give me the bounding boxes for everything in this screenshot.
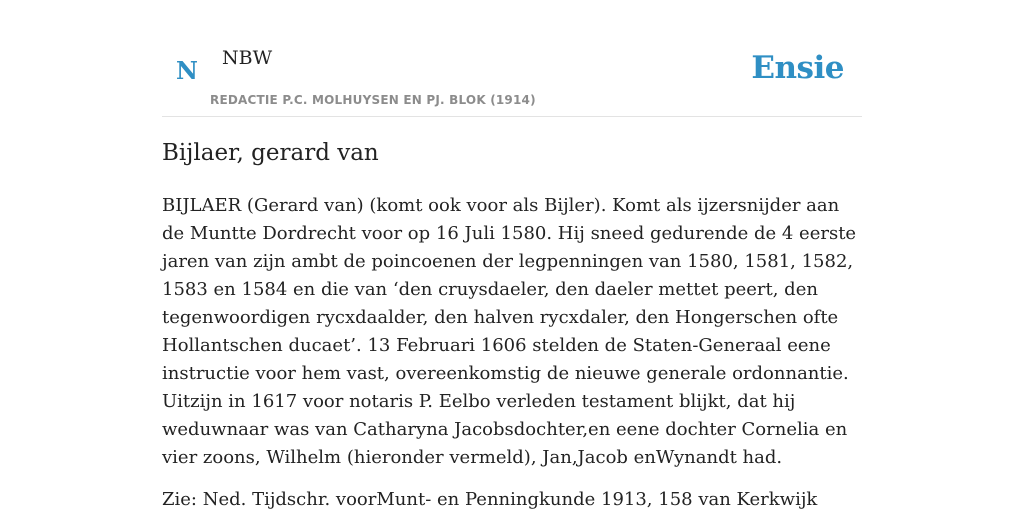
- site-header: [162, 0, 862, 117]
- book-name-link[interactable]: NBW: [222, 47, 273, 69]
- book-letter-icon[interactable]: N: [176, 56, 198, 85]
- article-body: [162, 192, 862, 512]
- ensie-logo[interactable]: Ensie: [751, 50, 844, 86]
- article-title: Bijlaer, gerard van: [162, 140, 379, 166]
- book-editors-subtitle: REDACTIE P.C. MOLHUYSEN EN PJ. BLOK (1914): [210, 93, 536, 107]
- article-paragraph-source: Zie: Ned. Tijdschr. voorMunt- en Penningkunde 1913, 158 van Kerkwijk: [162, 489, 818, 510]
- article-paragraph: BIJLAER (Gerard van) (komt ook voor als Bijler). Komt als ijzersnijder aan de Muntte Dordrecht voor op 16 Juli 1580. Hij sneed gedurende de 4 eerste jaren van zijn ambt de poincoenen der legpenningen van 1580, 1581, 1582, 1583 en 1584 en die van ‘den cruysdaeler, den daeler mettet peert, den tegenwoordigen rycxdaalder, den halven rycxdaler, den Hongerschen ofte Hollantschen ducaet’. 13 Februari 1606 stelden de Staten-Generaal eene instructie voor hem vast, overeenkomstig de nieuwe generale ordonnantie. Uitzijn in 1617 voor notaris P. Eelbo verleden testament blijkt, dat hij weduwnaar was van Catharyna Jacobsdochter,en eene dochter Cornelia en vier zoons, Wilhelm (hieronder vermeld), Jan,Jacob enWynandt had.: [162, 195, 857, 468]
